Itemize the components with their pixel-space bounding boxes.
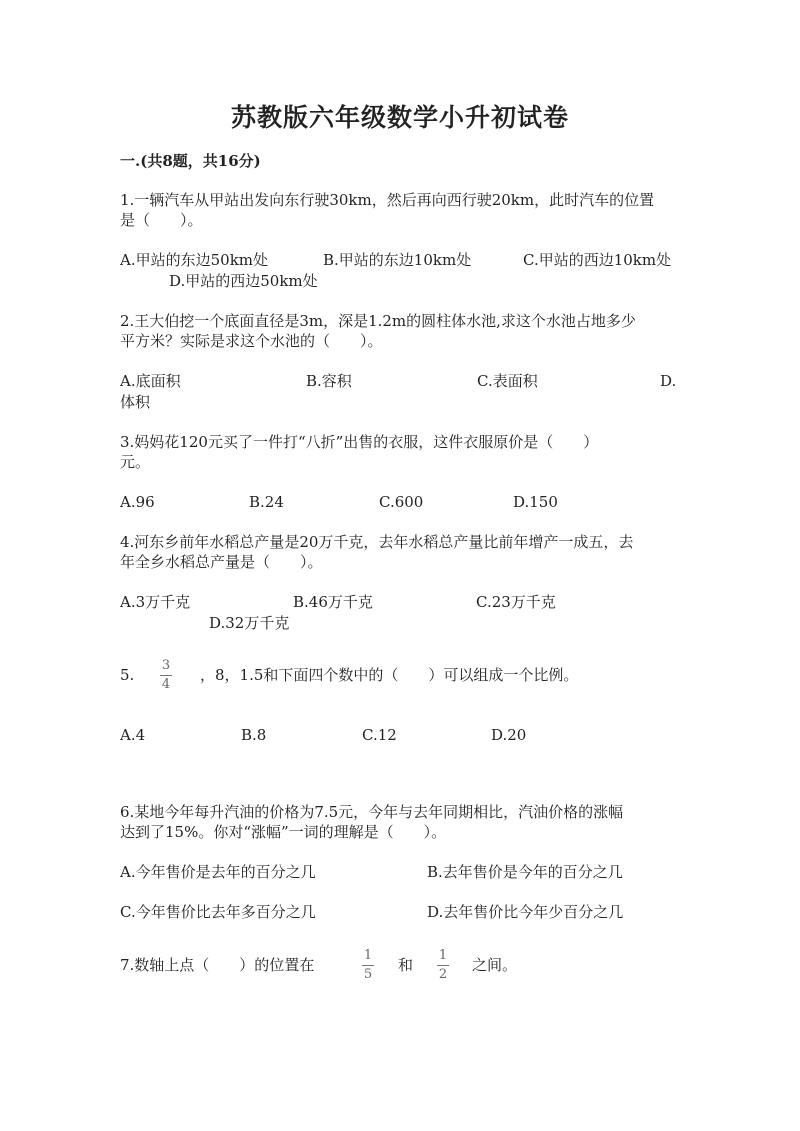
question-7-fraction-1 (362, 949, 374, 982)
fraction-bar (437, 965, 449, 966)
question-2-option-d-text: 体积 (120, 393, 151, 411)
question-3-line-2: 元。 (120, 453, 151, 471)
question-7-fraction-2 (437, 949, 449, 982)
question-6-option-b: B.去年售价是今年的百分之几 (427, 863, 623, 881)
question-7-and: 和 (398, 956, 414, 974)
question-1-option-d: D.甲站的西边50km处 (169, 272, 318, 290)
fraction-denominator: 5 (363, 967, 373, 982)
question-7-text-start: 7.数轴上点（ ）的位置在 (120, 956, 315, 974)
question-3-option-a: A.96 (120, 493, 155, 511)
question-4-option-a: A.3万千克 (120, 593, 191, 611)
question-4-line-2: 年全乡水稻总产量是（ ）。 (120, 553, 323, 571)
question-7-text-end: 之间。 (472, 956, 518, 974)
question-5-option-c: C.12 (362, 726, 397, 744)
page-title: 苏教版六年级数学小升初试卷 (230, 103, 569, 132)
question-2-line-2: 平方米？实际是求这个水池的（ ）。 (120, 332, 383, 350)
question-2-option-a: A.底面积 (120, 372, 181, 390)
question-5-number: 5. (120, 666, 135, 684)
question-1-line-2: 是（ ）。 (120, 211, 203, 229)
question-4-option-c: C.23万千克 (476, 593, 556, 611)
question-6-option-a: A.今年售价是去年的百分之几 (120, 863, 316, 881)
question-1-option-c: C.甲站的西边10km处 (523, 251, 672, 269)
question-1-line-1: 1.一辆汽车从甲站出发向东行驶30km，然后再向西行驶20km，此时汽车的位置 (120, 191, 655, 209)
question-2-option-d-letter: D. (660, 372, 677, 390)
question-2-option-b: B.容积 (306, 372, 352, 390)
fraction-numerator: 1 (363, 948, 373, 963)
question-5-option-a: A.4 (120, 726, 146, 744)
question-5-text: ，8，1.5和下面四个数中的（ ）可以组成一个比例。 (200, 666, 579, 684)
question-5-option-d: D.20 (491, 726, 527, 744)
question-1-option-b: B.甲站的东边10km处 (323, 251, 472, 269)
question-3-line-1: 3.妈妈花120元买了一件打“八折”出售的衣服，这件衣服原价是（ ） (120, 433, 599, 451)
question-2-line-1: 2.王大伯挖一个底面直径是3m，深是1.2m的圆柱体水池,求这个水池占地多少 (120, 312, 636, 330)
question-4-line-1: 4.河东乡前年水稻总产量是20万千克，去年水稻总产量比前年增产一成五，去 (120, 533, 634, 551)
question-5-option-b: B.8 (241, 726, 267, 744)
question-5-fraction (160, 659, 172, 692)
fraction-denominator: 2 (438, 967, 448, 982)
fraction-denominator: 4 (161, 677, 171, 692)
fraction-numerator: 3 (161, 658, 171, 673)
fraction-bar (160, 675, 172, 676)
question-3-option-d: D.150 (513, 493, 558, 511)
question-4-option-d: D.32万千克 (209, 614, 290, 632)
question-2-option-c: C.表面积 (477, 372, 538, 390)
fraction-bar (362, 965, 374, 966)
question-6-option-c: C.今年售价比去年多百分之几 (120, 903, 316, 921)
question-3-option-b: B.24 (249, 493, 284, 511)
question-6-option-d: D.去年售价比今年少百分之几 (427, 903, 624, 921)
question-3-option-c: C.600 (379, 493, 424, 511)
fraction-numerator: 1 (438, 948, 448, 963)
question-6-line-2: 达到了15%。你对“涨幅”一词的理解是（ ）。 (120, 823, 447, 841)
question-6-line-1: 6.某地今年每升汽油的价格为7.5元，今年与去年同期相比，汽油价格的涨幅 (120, 803, 624, 821)
question-4-option-b: B.46万千克 (293, 593, 373, 611)
question-1-option-a: A.甲站的东边50km处 (120, 251, 269, 269)
section-heading: 一.(共8题，共16分) (120, 152, 261, 170)
